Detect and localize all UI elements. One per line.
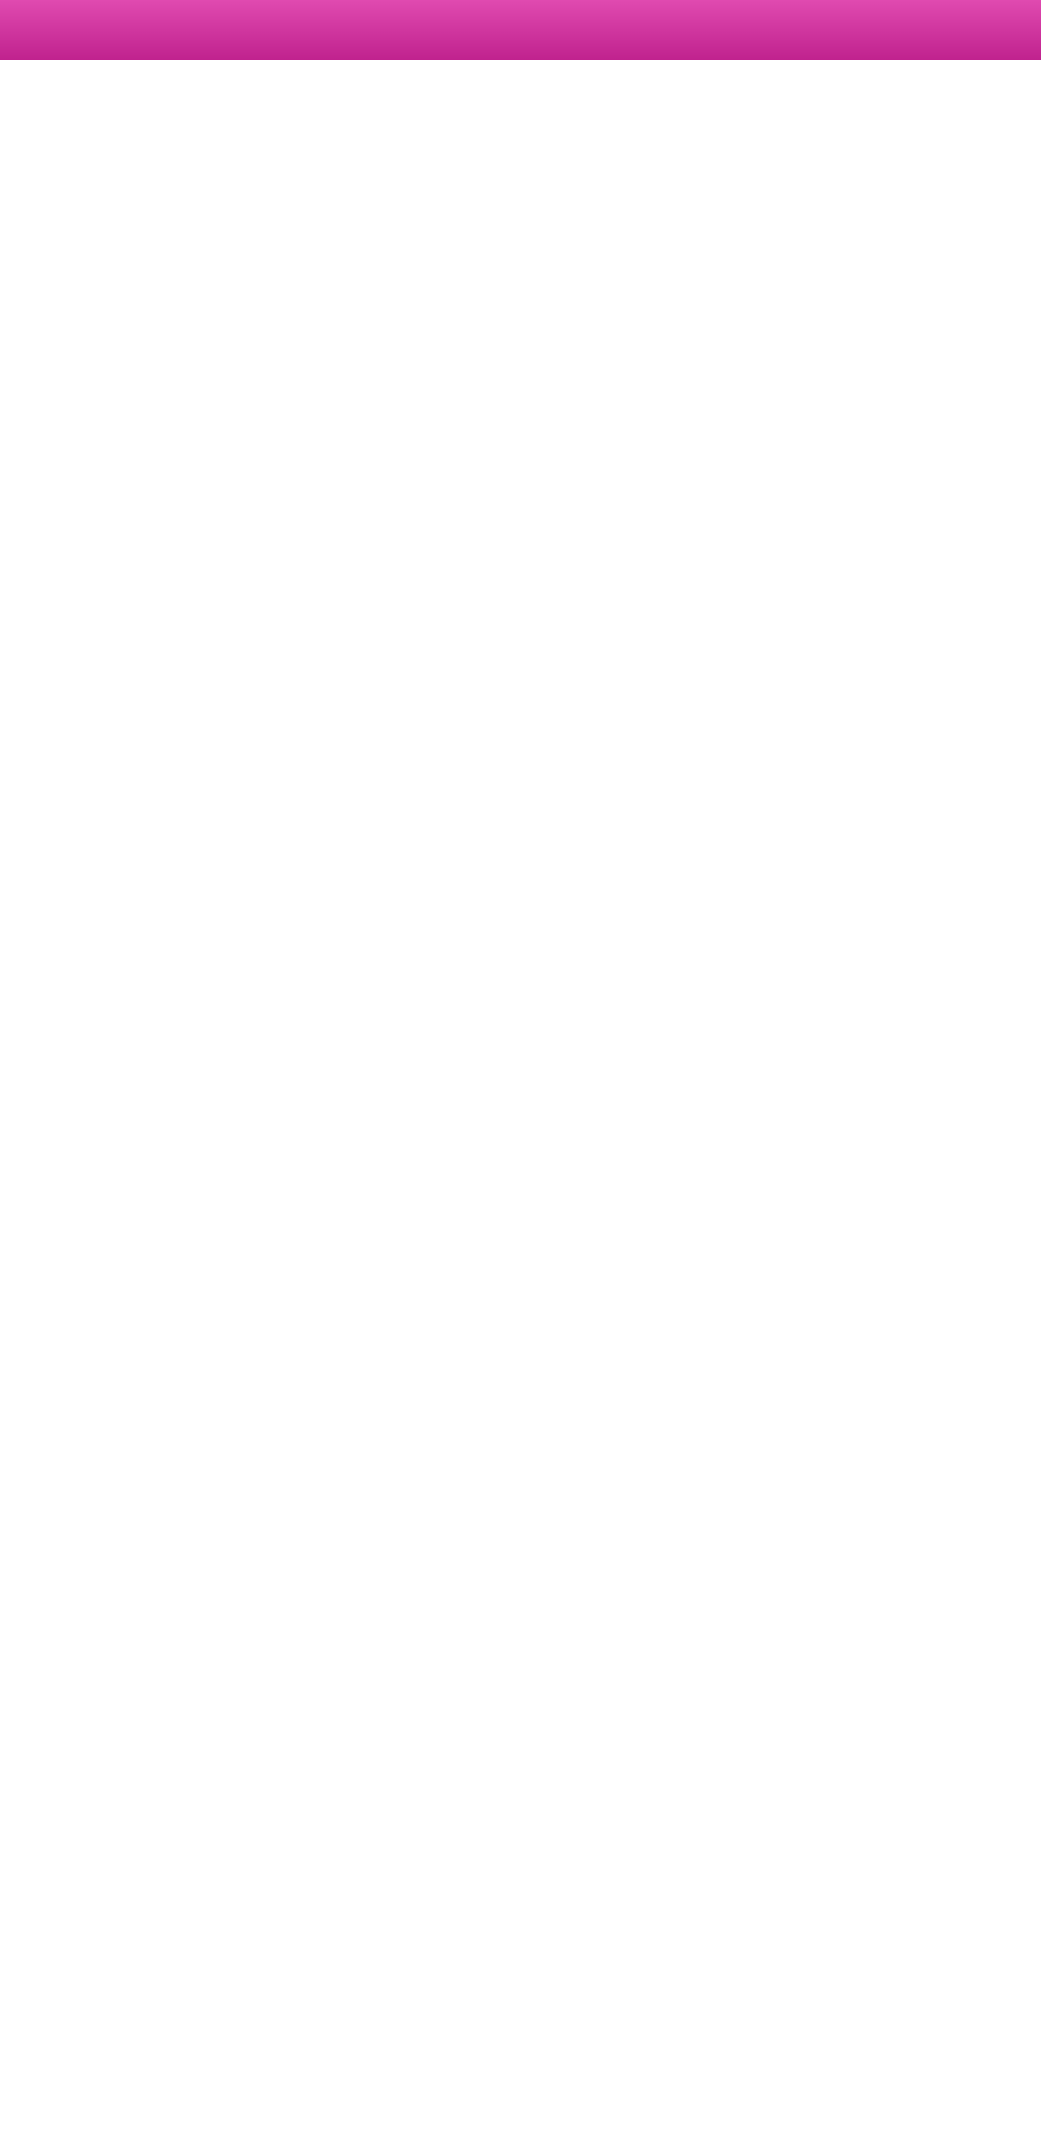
page-title-banner — [0, 0, 1041, 60]
